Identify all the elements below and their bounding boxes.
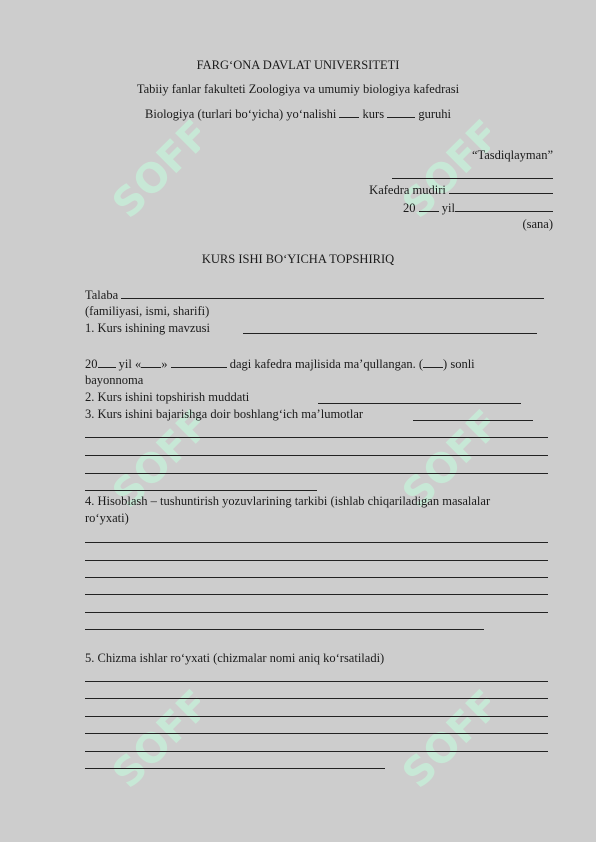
mavzu-label: 1. Kurs ishining mavzusi (85, 321, 210, 335)
year-prefix: 20 (403, 201, 419, 215)
kurs-label: kurs (359, 107, 388, 121)
meeting-sonli: ) sonli (443, 357, 475, 371)
meeting-month-blank[interactable] (171, 356, 227, 368)
malumot-line[interactable] (85, 473, 548, 474)
hisob-line[interactable] (85, 612, 548, 613)
talaba-line (85, 287, 544, 303)
faculty-name: Tabiiy fanlar fakulteti Zoologiya va umumiy biologiya kafedrasi (136, 82, 460, 96)
date-blank[interactable] (455, 200, 553, 212)
chizma-line[interactable] (85, 716, 548, 717)
talaba-label: Talaba (85, 288, 122, 302)
malumot-line[interactable] (85, 490, 317, 491)
guruh-blank[interactable] (387, 106, 415, 118)
watermark-text: SOFF (103, 681, 200, 790)
signature-line[interactable] (392, 178, 553, 179)
meeting-quote: » (161, 357, 171, 371)
hisob-label-cont: ro‘yxati) (85, 511, 129, 525)
direction-line (0, 106, 596, 122)
kafedra-blank[interactable] (449, 182, 553, 194)
meeting-line (85, 356, 475, 372)
fio-label: (familiyasi, ismi, sharifi) (85, 304, 210, 318)
meeting-yil: yil « (115, 357, 142, 371)
document-title: KURS ISHI BO‘YICHA TOPSHIRIQ (201, 252, 395, 266)
malumot-line[interactable] (85, 437, 548, 438)
hisob-line[interactable] (85, 542, 548, 543)
talaba-blank[interactable] (121, 287, 544, 299)
guruh-label: guruhi (415, 107, 451, 121)
malumot-blank[interactable] (413, 420, 533, 421)
watermark-logo (370, 670, 490, 790)
watermark-text: SOFF (103, 111, 200, 220)
chizma-line[interactable] (85, 733, 548, 734)
chizma-line[interactable] (85, 751, 548, 752)
chizma-label: 5. Chizma ishlar ro‘yxati (chizmalar nomi aniq ko‘rsatiladi) (85, 651, 385, 665)
year-line (403, 200, 553, 216)
meeting-year-blank[interactable] (98, 356, 116, 368)
hisob-line[interactable] (85, 560, 548, 561)
muddat-label: 2. Kurs ishini topshirish muddati (85, 390, 250, 404)
watermark-logo (80, 670, 200, 790)
sana-label: (sana) (522, 217, 553, 231)
meeting-year: 20 (85, 357, 98, 371)
hisob-label: 4. Hisoblash – tushuntirish yozuvlarining tarkibi (ishlab chiqariladigan masalalar (85, 494, 491, 508)
chizma-line[interactable] (85, 681, 548, 682)
year-blank[interactable] (419, 200, 439, 212)
muddat-blank[interactable] (318, 403, 521, 404)
watermark-text: SOFF (393, 111, 490, 220)
watermark-logo (370, 390, 490, 510)
year-yil: yil (438, 201, 455, 215)
watermark-text: SOFF (393, 401, 490, 510)
hisob-line[interactable] (85, 629, 484, 630)
protocol-number-blank[interactable] (423, 356, 443, 368)
hisob-line[interactable] (85, 594, 548, 595)
kurs-blank[interactable] (339, 106, 359, 118)
meeting-text: dagi kafedra majlisida ma’qullangan. ( (226, 357, 424, 371)
approval-title: “Tasdiqlayman” (471, 148, 553, 162)
malumot-label: 3. Kurs ishini bajarishga doir boshlang‘ich ma’lumotlar (85, 407, 364, 421)
kafedra-line (369, 182, 553, 198)
chizma-line[interactable] (85, 698, 548, 699)
watermark-text: SOFF (393, 681, 490, 790)
chizma-line[interactable] (85, 768, 385, 769)
bayonnoma-label: bayonnoma (85, 373, 144, 387)
mavzu-blank[interactable] (243, 333, 537, 334)
kafedra-label: Kafedra mudiri (369, 183, 449, 197)
malumot-line[interactable] (85, 455, 548, 456)
direction-text: Biologiya (turlari bo‘yicha) yo‘nalishi (145, 107, 340, 121)
watermark-text: SOFF (103, 401, 200, 510)
meeting-day-blank[interactable] (141, 356, 161, 368)
hisob-line[interactable] (85, 577, 548, 578)
university-name: FARG‘ONA DAVLAT UNIVERSITETI (196, 58, 400, 72)
